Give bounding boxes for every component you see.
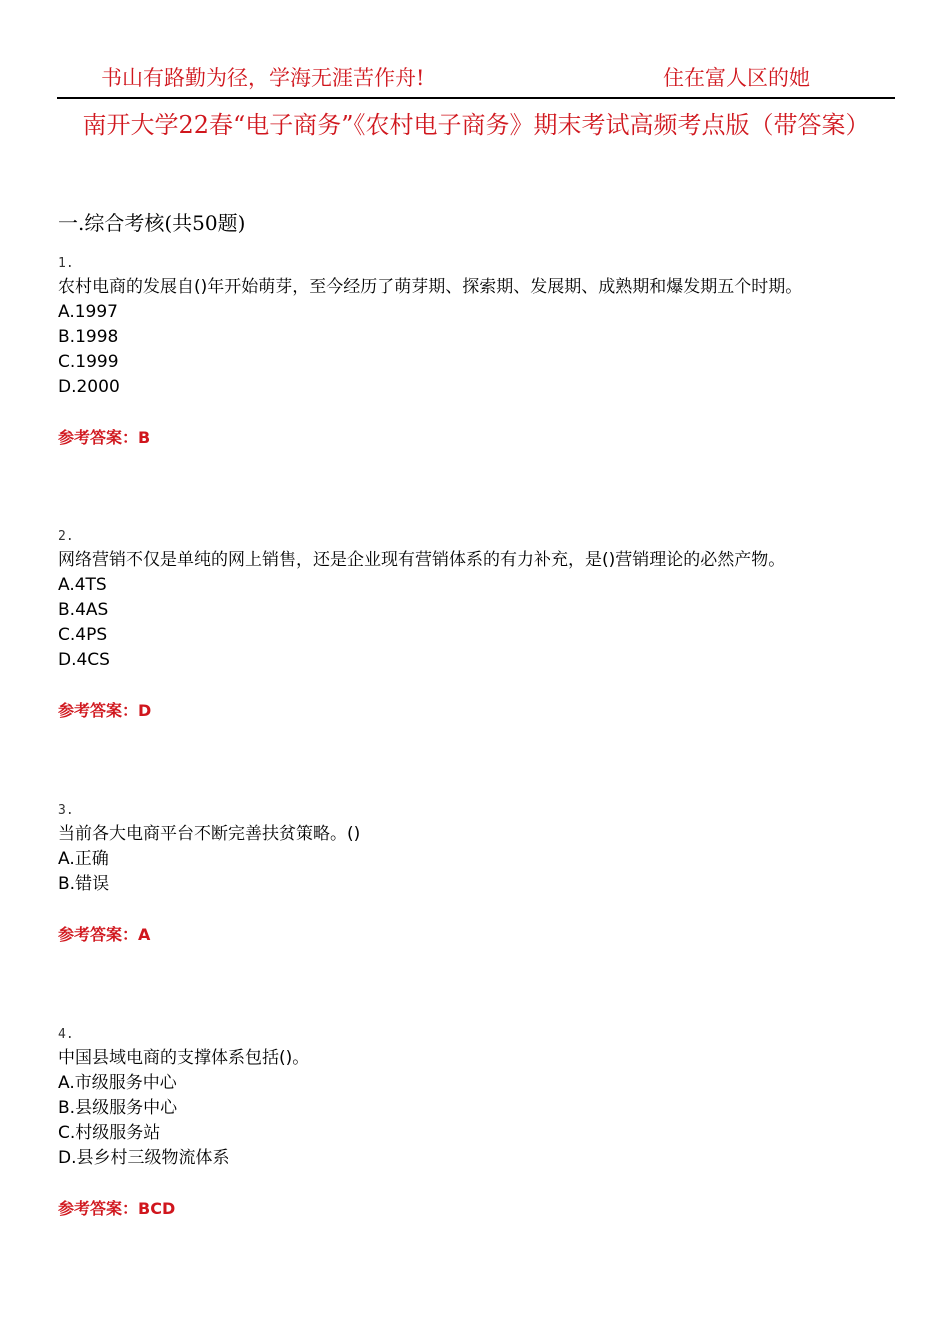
question-number: 1. <box>58 256 74 271</box>
reference-answer: 参考答案：A <box>58 925 151 944</box>
question-text: 农村电商的发展自()年开始萌芽，至今经历了萌芽期、探索期、发展期、成熟期和爆发期五个时期。 <box>58 277 803 297</box>
option-b: B.错误 <box>58 874 110 894</box>
question-3 <box>58 800 908 947</box>
option-a: A.4TS <box>58 575 107 595</box>
reference-answer: 参考答案：B <box>58 428 151 447</box>
question-2 <box>58 526 908 723</box>
header-divider <box>57 97 895 99</box>
question-number: 2. <box>58 529 74 544</box>
question-number: 3. <box>58 803 74 818</box>
option-b: B.县级服务中心 <box>58 1098 178 1118</box>
header-left-motto: 书山有路勤为径，学海无涯苦作舟! <box>101 66 425 90</box>
section-title: 一.综合考核(共50题) <box>58 211 246 235</box>
option-d: D.4CS <box>58 650 110 670</box>
option-a: A.正确 <box>58 849 109 869</box>
header-right-motto: 住在富人区的她 <box>663 66 810 90</box>
option-d: D.县乡村三级物流体系 <box>58 1148 230 1168</box>
document-title: 南开大学22春“电子商务”《农村电子商务》期末考试高频考点版（带答案） <box>82 111 870 139</box>
question-text: 当前各大电商平台不断完善扶贫策略。() <box>58 824 361 844</box>
question-4 <box>58 1024 908 1221</box>
option-a: A.1997 <box>58 302 118 322</box>
option-b: B.1998 <box>58 327 119 347</box>
option-d: D.2000 <box>58 377 120 397</box>
question-number: 4. <box>58 1027 74 1042</box>
option-c: C.村级服务站 <box>58 1123 161 1143</box>
option-a: A.市级服务中心 <box>58 1073 177 1093</box>
question-1 <box>58 253 908 450</box>
reference-answer: 参考答案：D <box>58 701 152 720</box>
reference-answer: 参考答案：BCD <box>58 1199 176 1218</box>
option-c: C.4PS <box>58 625 108 645</box>
question-text: 中国县域电商的支撑体系包括()。 <box>58 1048 310 1068</box>
option-c: C.1999 <box>58 352 119 372</box>
question-text: 网络营销不仅是单纯的网上销售，还是企业现有营销体系的有力补充，是()营销理论的必然产物。 <box>58 550 786 570</box>
option-b: B.4AS <box>58 600 109 620</box>
